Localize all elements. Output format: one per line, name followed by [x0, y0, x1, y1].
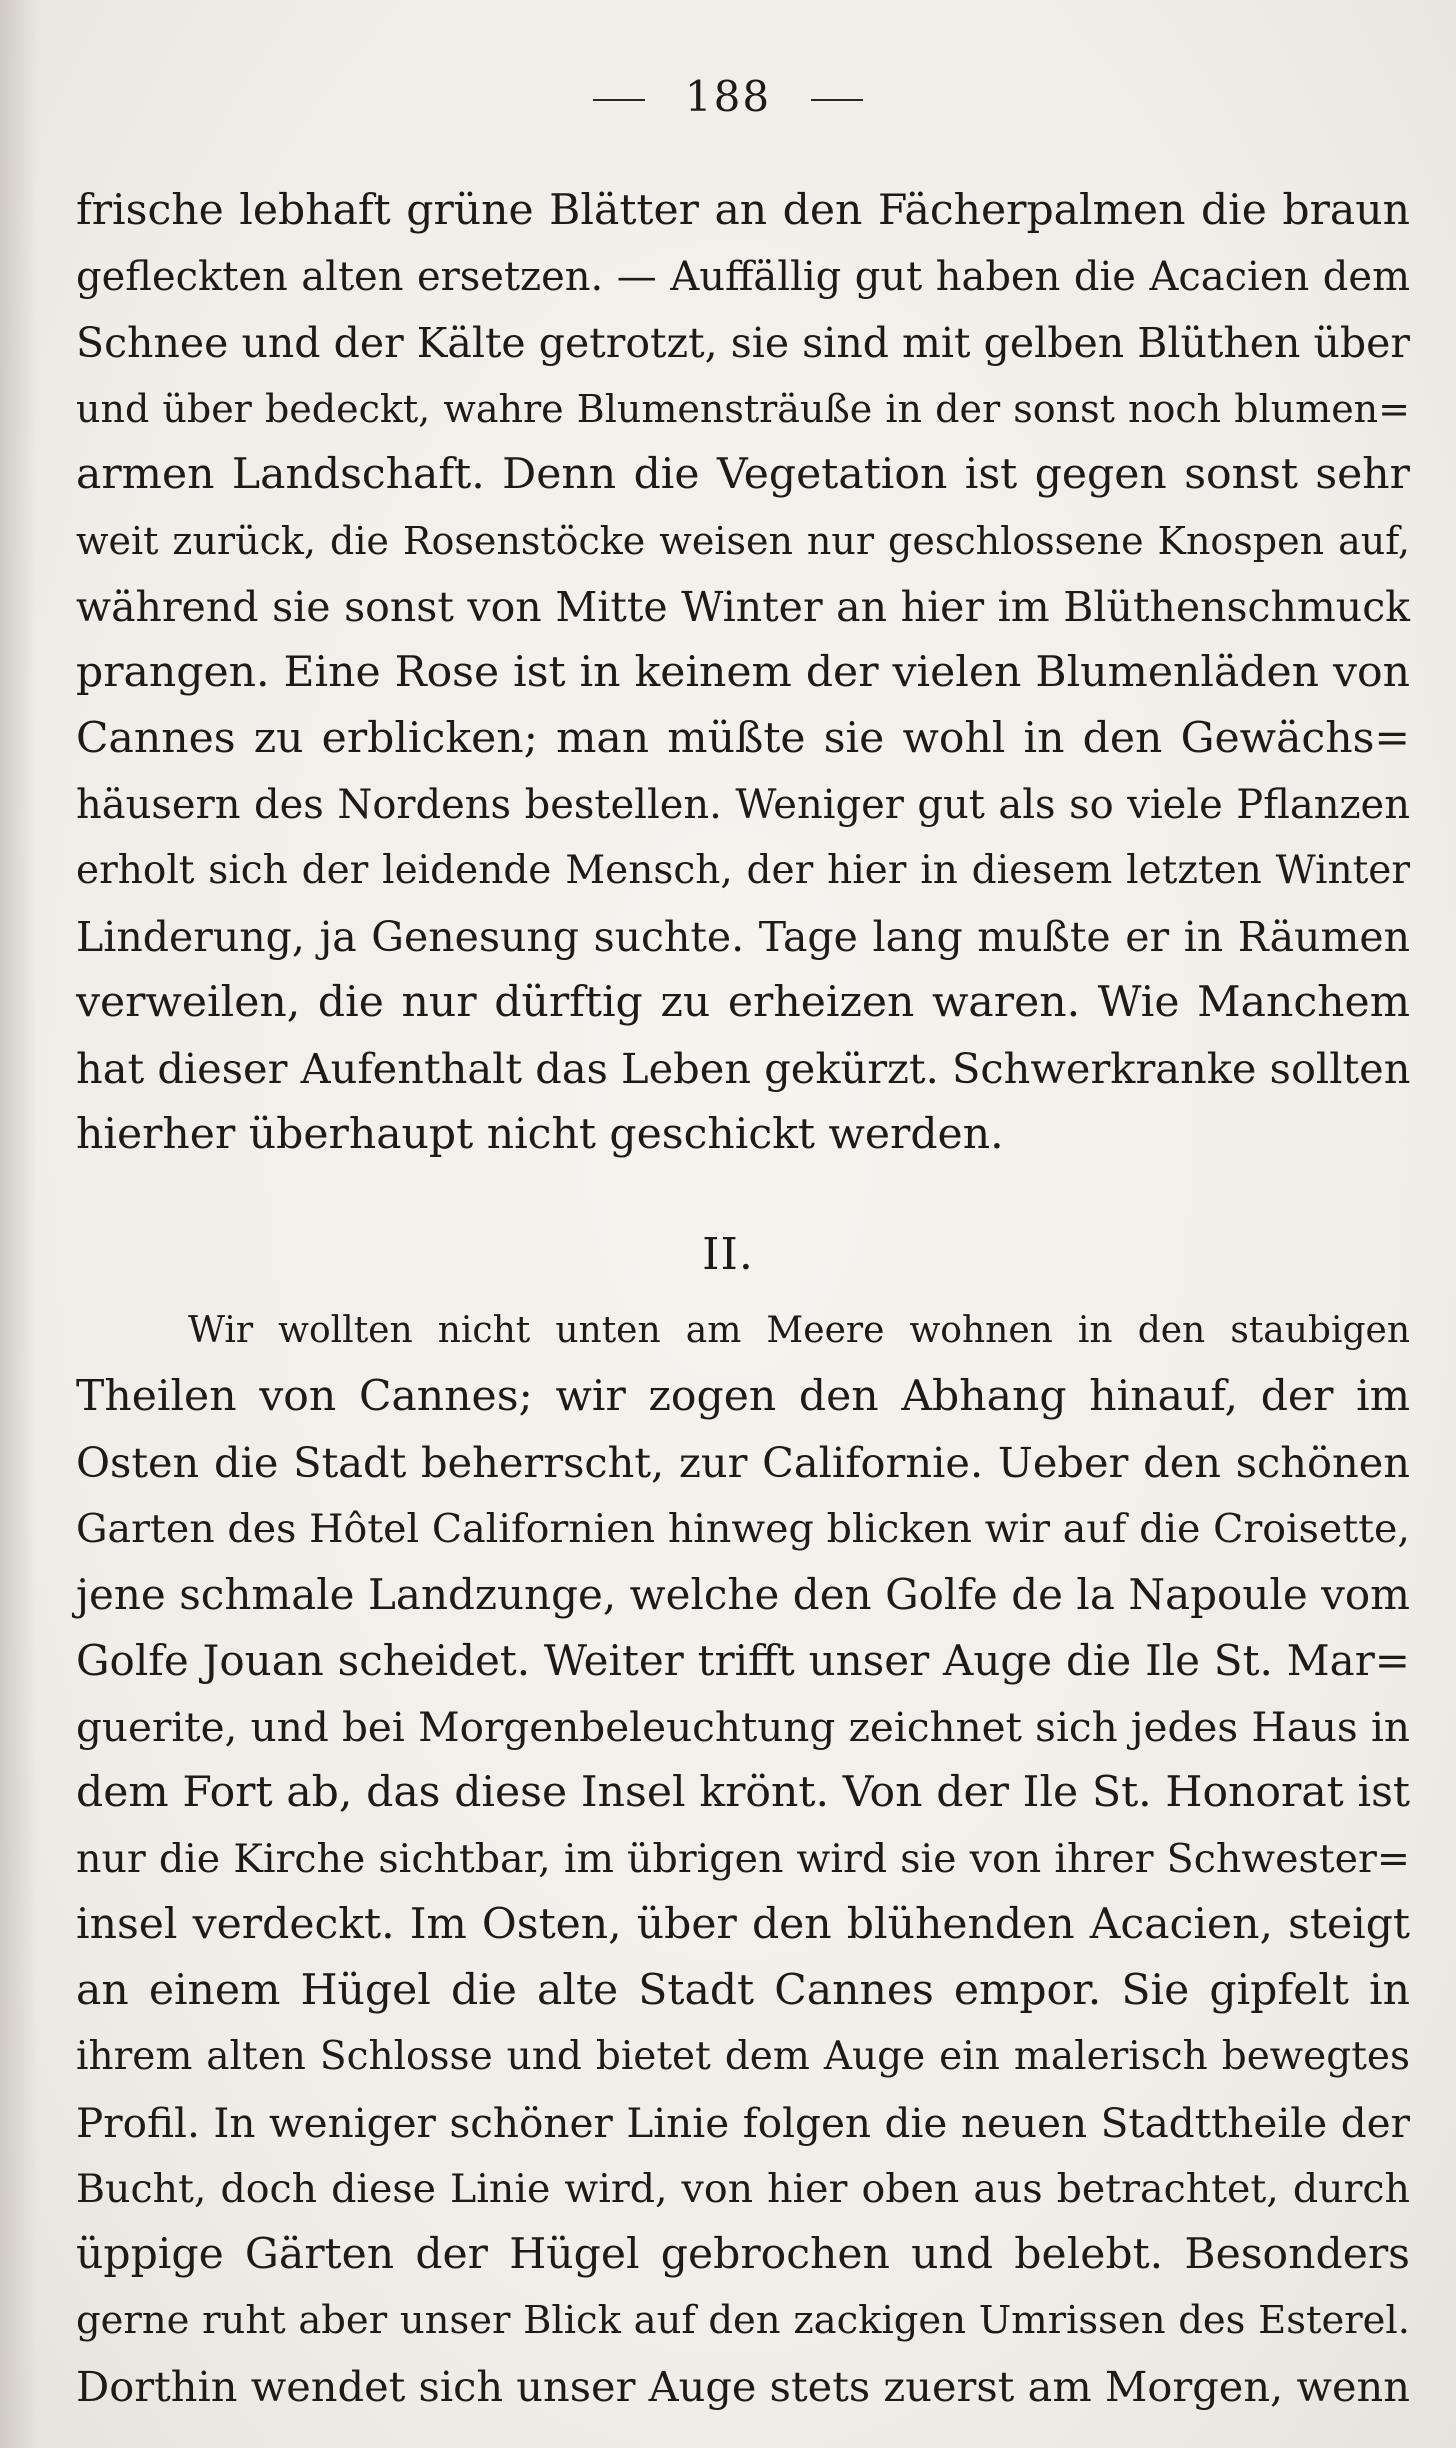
text-line: jene schmale Landzunge, welche den Golfe de la Napoule vom [76, 1570, 1410, 1619]
text-line: hierher überhaupt nicht geschickt werden. [76, 1110, 1004, 1159]
page-number: 188 [684, 72, 772, 121]
text-line: während sie sonst von Mitte Winter an hier im Blüthenschmuck [76, 583, 1410, 631]
page-number-header [0, 72, 1456, 121]
text-line: frische lebhaft grüne Blätter an den Fächerpalmen die braun [76, 186, 1410, 235]
text-line: verweilen, die nur dürftig zu erheizen waren. Wie Manchem [76, 978, 1410, 1027]
text-line: Profil. In weniger schöner Linie folgen die neuen Stadttheile der [76, 2099, 1410, 2147]
paragraph-section-two [76, 1298, 1410, 2420]
text-line: Bucht, doch diese Linie wird, von hier oben aus betrachtet, durch [76, 2166, 1410, 2212]
text-line: ihrem alten Schlosse und bietet dem Auge ein malerisch bewegtes [76, 2034, 1410, 2079]
text-line: Theilen von Cannes; wir zogen den Abhang hinauf, der im [76, 1372, 1410, 1421]
text-line: guerite, und bei Morgenbeleuchtung zeichnet sich jedes Haus in [76, 1703, 1410, 1751]
text-line: üppige Gärten der Hügel gebrochen und belebt. Besonders [76, 2230, 1410, 2279]
right-dash [811, 99, 863, 101]
text-line: gerne ruht aber unser Blick auf den zackigen Umrissen des Esterel. [76, 2298, 1410, 2343]
text-line: Linderung, ja Genesung suchte. Tage lang mußte er in Räumen [76, 913, 1410, 961]
text-line: hat dieser Aufenthalt das Leben gekürzt. Schwerkranke sollten [76, 1044, 1411, 1093]
text-line: häusern des Nordens bestellen. Weniger gut als so viele Pflanzen [76, 782, 1410, 828]
text-line: gefleckten alten ersetzen. — Auffällig gut haben die Acacien dem [76, 254, 1410, 300]
text-line: dem Fort ab, das diese Insel krönt. Von der Ile St. Honorat ist [76, 1768, 1410, 1817]
text-line: weit zurück, die Rosenstöcke weisen nur geschlossene Knospen auf, [76, 519, 1410, 563]
text-line: und über bedeckt, wahre Blumensträuße in der sonst noch blumen= [76, 387, 1410, 431]
text-line: nur die Kirche sichtbar, im übrigen wird sie von ihrer Schwester= [76, 1836, 1410, 1882]
text-line: Schnee und der Kälte getrotzt, sie sind mit gelben Blüthen über [76, 319, 1410, 367]
section-heading: II. [702, 1229, 754, 1280]
text-line: Garten des Hôtel Californien hinweg blicken wir auf die Croisette, [76, 1506, 1410, 1552]
text-line: armen Landschaft. Denn die Vegetation ist gegen sonst sehr [76, 450, 1410, 499]
text-line: Dorthin wendet sich unser Auge stets zuerst am Morgen, wenn [76, 2362, 1410, 2411]
text-line: an einem Hügel die alte Stadt Cannes empor. Sie gipfelt in [76, 1966, 1410, 2015]
text-line: Wir wollten nicht unten am Meere wohnen in den staubigen [188, 1310, 1410, 1351]
text-line: prangen. Eine Rose ist in keinem der vielen Blumenläden von [76, 648, 1410, 697]
paragraph-continued [76, 178, 1410, 1168]
text-line: Osten die Stadt beherrscht, zur Californie. Ueber den schönen [76, 1438, 1410, 1487]
text-line: insel verdeckt. Im Osten, über den blühenden Acacien, steigt [76, 1900, 1410, 1949]
text-line: erholt sich der leidende Mensch, der hier in diesem letzten Winter [76, 848, 1410, 893]
left-dash [593, 99, 645, 101]
text-line: Golfe Jouan scheidet. Weiter trifft unser Auge die Ile St. Mar= [76, 1636, 1410, 1685]
text-line: Cannes zu erblicken; man müßte sie wohl in den Gewächs= [76, 714, 1410, 763]
